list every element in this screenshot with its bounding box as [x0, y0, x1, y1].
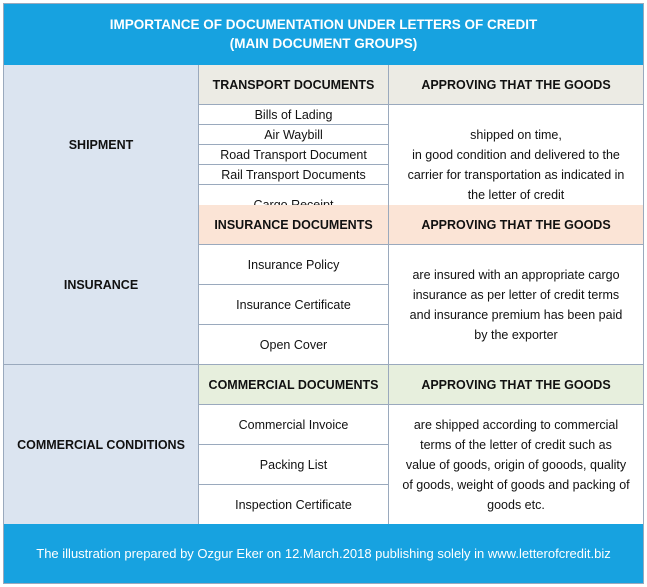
description-line: are insured with an appropriate cargo	[412, 267, 620, 282]
approval-description	[389, 405, 643, 525]
footer-credit: The illustration prepared by Ozgur Eker on 12.March.2018 publishing solely in www.letterofcredit.biz	[4, 524, 643, 583]
document-list	[199, 245, 389, 365]
document-item: Packing List	[199, 445, 389, 485]
description-line: terms of the letter of credit such as	[420, 437, 612, 452]
description-line: the letter of credit	[467, 187, 565, 202]
title-line-1: IMPORTANCE OF DOCUMENTATION UNDER LETTERS OF CREDIT	[109, 17, 538, 32]
approving-heading: APPROVING THAT THE GOODS	[389, 365, 643, 405]
description-line: shipped on time,	[470, 127, 562, 142]
document-item: Rail Transport Documents	[199, 165, 389, 185]
documents-heading: TRANSPORT DOCUMENTS	[199, 65, 389, 105]
document-item: Commercial Invoice	[199, 405, 389, 445]
document-item: Bills of Lading	[199, 105, 389, 125]
document-item: Open Cover	[199, 325, 389, 365]
document-item: Insurance Policy	[199, 245, 389, 285]
documents-heading: COMMERCIAL DOCUMENTS	[199, 365, 389, 405]
document-item: Air Waybill	[199, 125, 389, 145]
document-item: Inspection Certificate	[199, 485, 389, 525]
group-shipment	[4, 65, 643, 225]
description-line: value of goods, origin of gooods, quality	[405, 457, 627, 472]
description-line: in good condition and delivered to the	[412, 147, 620, 162]
document-list	[199, 405, 389, 525]
description-line: insurance as per letter of credit terms	[412, 287, 620, 302]
documents-heading: INSURANCE DOCUMENTS	[199, 205, 389, 245]
approving-heading: APPROVING THAT THE GOODS	[389, 65, 643, 105]
description-line: by the exporter	[474, 327, 558, 342]
title-line-2: (MAIN DOCUMENT GROUPS)	[229, 36, 418, 51]
group-commercial-conditions	[4, 365, 643, 525]
group-label: COMMERCIAL CONDITIONS	[4, 365, 199, 525]
approval-description	[389, 245, 643, 365]
group-insurance	[4, 205, 643, 365]
documentation-table	[3, 3, 644, 584]
group-label: INSURANCE	[4, 205, 199, 365]
approving-heading: APPROVING THAT THE GOODS	[389, 205, 643, 245]
description-line: goods etc.	[487, 497, 545, 512]
table-title	[4, 4, 643, 65]
document-item: Insurance Certificate	[199, 285, 389, 325]
document-item: Road Transport Document	[199, 145, 389, 165]
group-label: SHIPMENT	[4, 65, 199, 225]
description-line: of goods, weight of goods and packing of	[402, 477, 630, 492]
description-line: carrier for transportation as indicated in	[407, 167, 625, 182]
description-line: and insurance premium has been paid	[409, 307, 623, 322]
description-line: are shipped according to commercial	[413, 417, 619, 432]
